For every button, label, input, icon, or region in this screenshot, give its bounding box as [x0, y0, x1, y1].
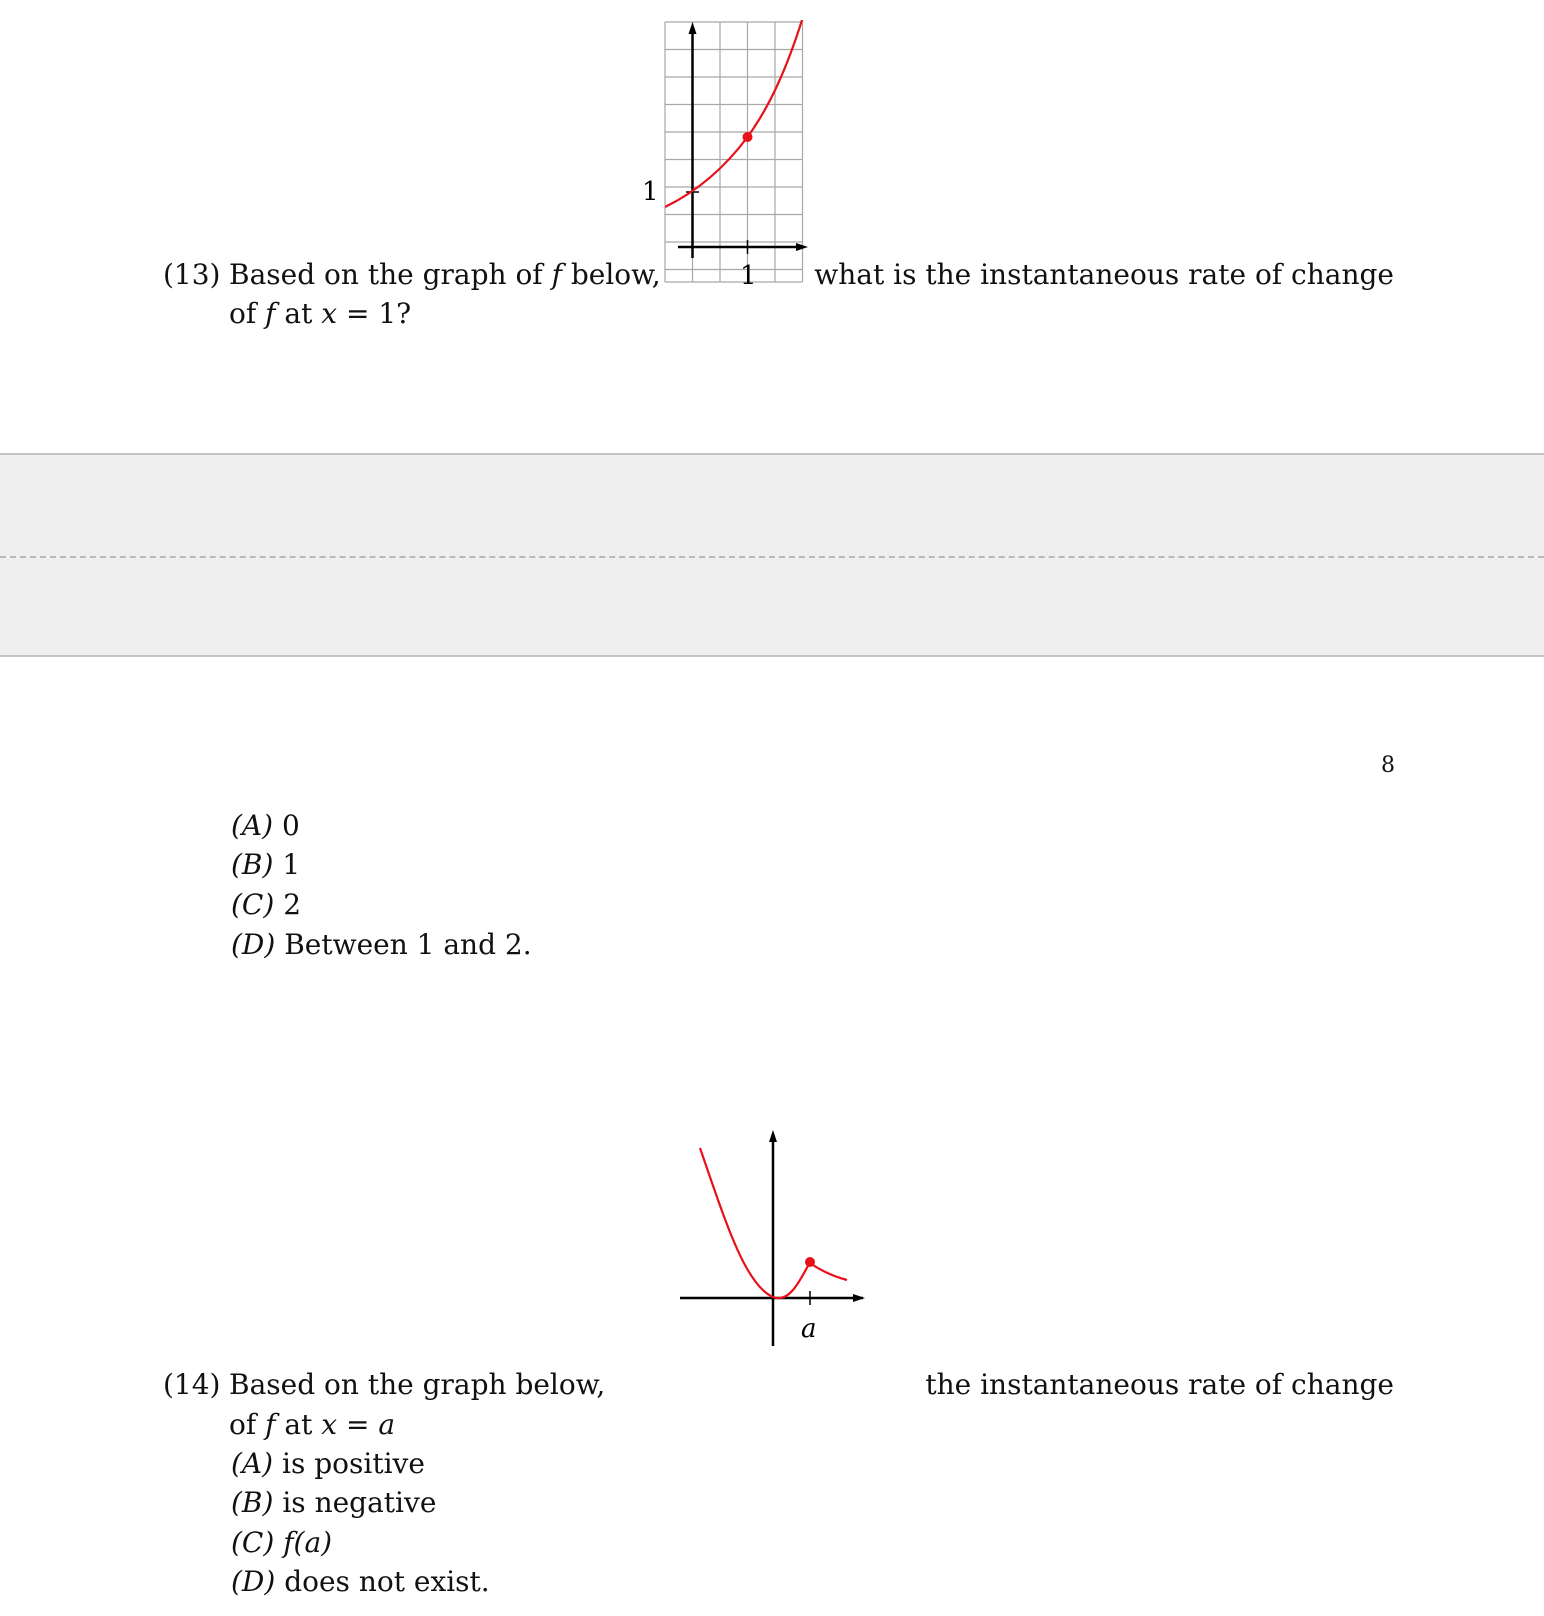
q14-choice-d-text: does not exist. — [284, 1565, 490, 1598]
q13-prompt-end: what is the instantaneous rate of change — [814, 258, 1394, 291]
q13-line2-x: x — [321, 297, 338, 330]
q14-choice-a — [231, 1447, 425, 1481]
q13-choice-c-text: 2 — [283, 888, 302, 921]
q14-point — [805, 1257, 815, 1267]
q14-line2-f: f — [265, 1408, 276, 1441]
q14-prompt-start: Based on the graph below, — [229, 1368, 606, 1401]
q13-line2-f: f — [265, 297, 276, 330]
q14-x-arrow — [853, 1294, 865, 1302]
q14-graph — [670, 1125, 870, 1350]
q13-prompt-start — [229, 258, 661, 292]
q14-y-arrow — [769, 1130, 777, 1142]
page-number: 8 — [1381, 753, 1395, 778]
q13-choice-a-text: 0 — [281, 809, 300, 842]
q14-line2-eq: = — [345, 1408, 370, 1441]
q14-choice-d-letter: (D) — [231, 1565, 276, 1598]
q14-line2-of: of — [229, 1408, 257, 1441]
q13-below-text: below, — [570, 258, 661, 291]
q13-graph — [640, 14, 820, 294]
q13-point — [743, 132, 753, 142]
q14-curve-right — [810, 1263, 847, 1280]
q14-number: (14) — [163, 1368, 221, 1401]
q13-choice-c-letter: (C) — [231, 888, 275, 921]
q14-choice-a-text: is positive — [281, 1447, 425, 1480]
q14-line2 — [229, 1408, 395, 1442]
q13-choice-b-text: 1 — [282, 848, 301, 881]
q14-line2-x: x — [321, 1408, 338, 1441]
q14-line2-a: a — [378, 1408, 396, 1441]
q14-choice-a-letter: (A) — [231, 1447, 274, 1480]
q13-x-tick-label: 1 — [740, 261, 757, 291]
q13-line2 — [229, 297, 411, 331]
q14-choice-c-text: f(a) — [283, 1526, 333, 1559]
q13-choice-d-letter: (D) — [231, 928, 276, 961]
q13-line2-at: at — [284, 297, 313, 330]
q13-y-tick-label: 1 — [642, 177, 659, 207]
q14-line2-at: at — [284, 1408, 313, 1441]
q13-grid — [665, 22, 803, 282]
q14-choice-c — [231, 1526, 332, 1560]
q13-choice-a — [231, 809, 300, 843]
q14-choice-b-letter: (B) — [231, 1486, 274, 1519]
q14-choice-d — [231, 1565, 490, 1599]
q13-line2-eq: = 1? — [345, 297, 412, 330]
q14-prompt-end: the instantaneous rate of change — [925, 1368, 1394, 1401]
q13-prompt-start-text: Based on the graph of — [229, 258, 543, 291]
q13-curve — [665, 17, 803, 207]
q13-choice-d — [231, 928, 532, 962]
q13-choice-b — [231, 848, 300, 882]
q14-curve-left — [700, 1148, 810, 1298]
q14-choice-b-text: is negative — [282, 1486, 437, 1519]
q14-choice-b — [231, 1486, 436, 1520]
q14-choice-c-letter: (C) — [231, 1526, 275, 1559]
page-break-dash — [0, 556, 1544, 558]
q13-line2-of: of — [229, 297, 257, 330]
page-break-band — [0, 453, 1544, 657]
q14-x-label: a — [801, 1314, 817, 1344]
q13-y-arrow — [689, 22, 697, 34]
q13-choice-a-letter: (A) — [231, 809, 274, 842]
q13-number: (13) — [163, 258, 221, 291]
q13-choice-b-letter: (B) — [231, 848, 274, 881]
q13-choice-d-text: Between 1 and 2. — [284, 928, 532, 961]
q13-f-symbol: f — [551, 258, 562, 291]
q13-choice-c — [231, 888, 301, 922]
